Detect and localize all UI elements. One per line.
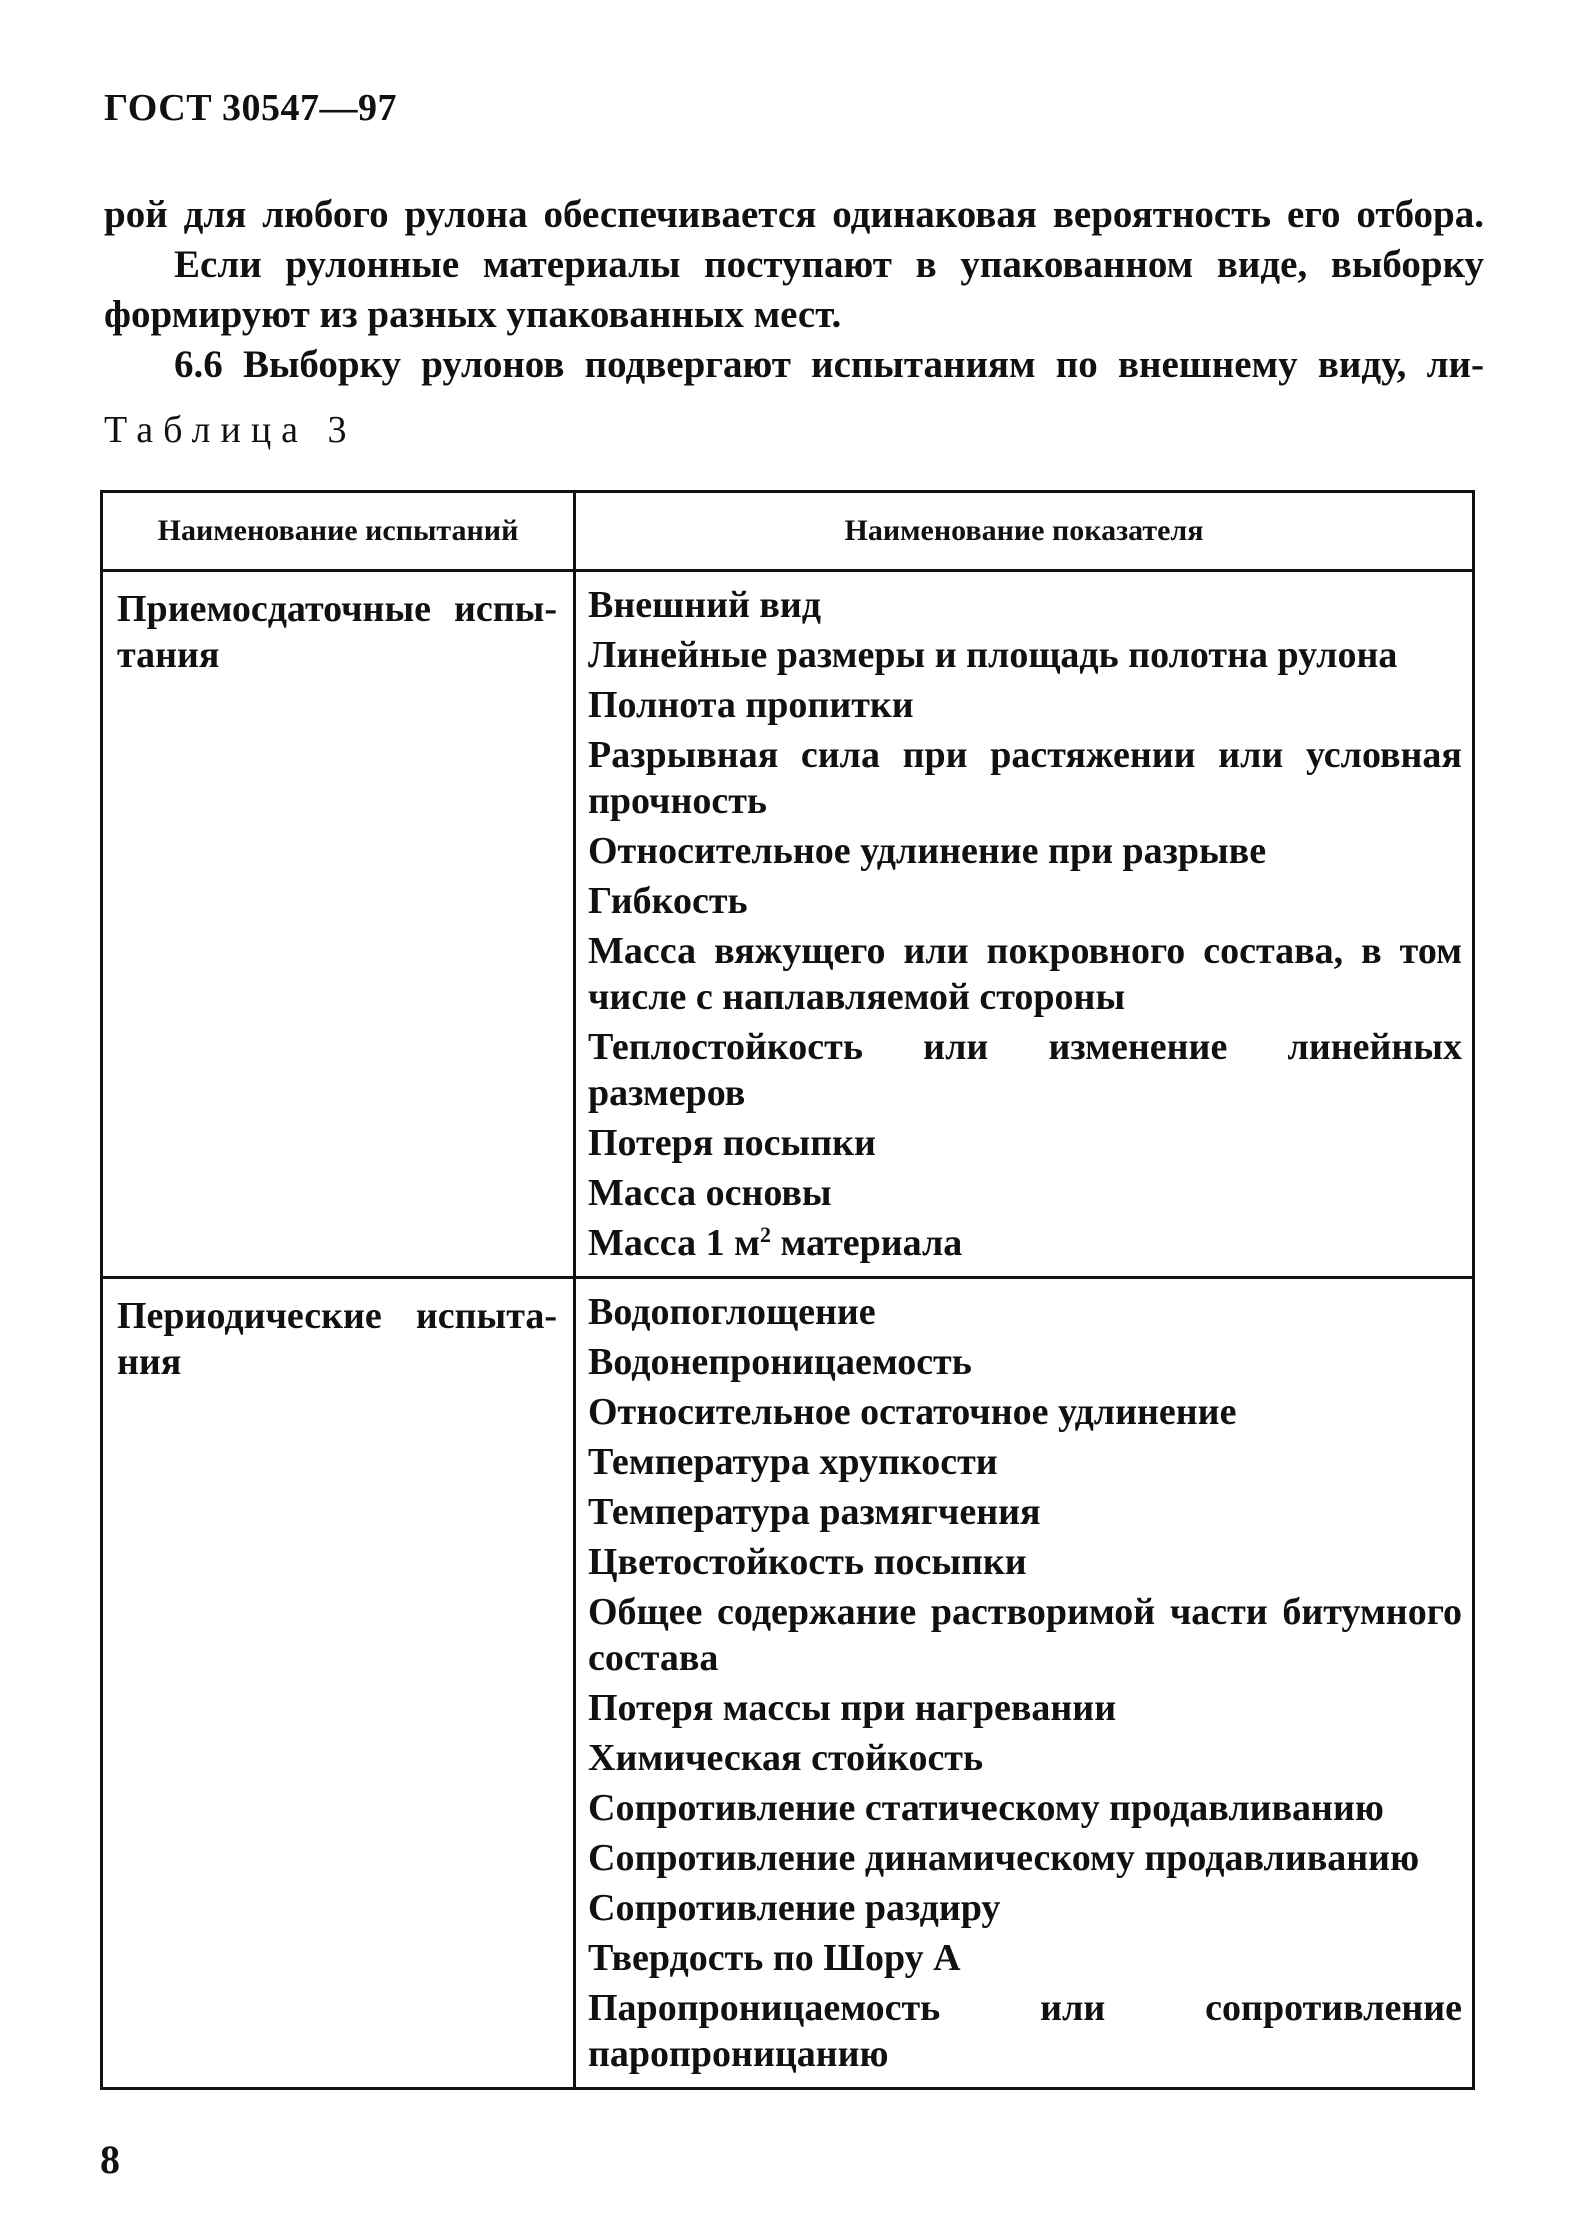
periodic-tests-label: [102, 1278, 575, 2089]
table-row-periodic-tests: [102, 1278, 1474, 2089]
indicator-item: Полнота пропитки: [588, 684, 914, 726]
indicator-item: Масса основы: [588, 1172, 832, 1214]
table-row-acceptance-tests: [102, 571, 1474, 1278]
table-header-row: [102, 492, 1474, 571]
header-test-name: Наименование испытаний: [102, 492, 575, 571]
paragraph-continuation: рой для любого рулона обеспечивается одинаковая вероятность его отбора.: [104, 193, 1484, 236]
indicator-item: Разрывная сила при растяжении или условная прочность: [588, 734, 1462, 822]
acceptance-tests-label: [102, 571, 575, 1278]
indicator-item: Цветостойкость посыпки: [588, 1541, 1027, 1583]
indicator-item: Водопоглощение: [588, 1291, 876, 1333]
paragraph-packaged-rolls: Если рулонные материалы поступают в упакованном виде, выборку формируют из разных упакованных мест.: [104, 243, 1484, 336]
periodic-label-line1: Периодические испыта-: [117, 1295, 557, 1337]
indicator-item: Температура хрупкости: [588, 1441, 998, 1483]
indicator-item: Теплостойкость или изменение линейных размеров: [588, 1026, 1462, 1114]
indicator-item: Температура размягчения: [588, 1491, 1041, 1533]
indicator-item: Твердость по Шору А: [588, 1937, 961, 1979]
indicator-item: Потеря массы при нагревании: [588, 1687, 1117, 1729]
acceptance-label-line2: тания: [117, 634, 220, 676]
header-indicator-name: Наименование показателя: [575, 492, 1474, 571]
indicator-item: Сопротивление динамическому продавливанию: [588, 1837, 1420, 1879]
page-number: 8: [100, 2137, 120, 2182]
square-superscript: 2: [759, 1222, 771, 1247]
tests-table: [100, 490, 1475, 2090]
indicator-item: Общее содержание растворимой части битумного состава: [588, 1591, 1462, 1679]
indicator-item: Потеря посыпки: [588, 1122, 876, 1164]
acceptance-label-line1: Приемосдаточные испы-: [117, 588, 557, 630]
indicator-item: Масса вяжущего или покровного состава, в том числе с наплавляемой стороны: [588, 930, 1462, 1018]
indicator-item-mass-per-sqm: [588, 1220, 1462, 1266]
indicator-item: Сопротивление статическому продавливанию: [588, 1787, 1384, 1829]
indicator-item: Паропроницаемость или сопротивление паропроницанию: [588, 1987, 1462, 2075]
indicator-item: Внешний вид: [588, 584, 822, 626]
paragraph-6-6: 6.6 Выборку рулонов подвергают испытаниям по внешнему виду, ли-: [174, 343, 1484, 386]
mass-per-sqm-suffix: материала: [770, 1222, 963, 1264]
indicator-item: Сопротивление раздиру: [588, 1887, 1001, 1929]
indicator-item: Гибкость: [588, 880, 748, 922]
indicator-item: Линейные размеры и площадь полотна рулона: [588, 634, 1398, 676]
mass-per-sqm-prefix: Масса 1 м: [588, 1222, 760, 1264]
body-text: [104, 190, 1484, 390]
document-code: ГОСТ 30547—97: [104, 87, 398, 129]
periodic-label-line2: ния: [117, 1341, 182, 1383]
acceptance-indicators: [575, 571, 1474, 1278]
indicator-item: Относительное остаточное удлинение: [588, 1391, 1237, 1433]
indicator-item: Водонепроницаемость: [588, 1341, 972, 1383]
indicator-item: Химическая стойкость: [588, 1737, 984, 1779]
indicator-item: Относительное удлинение при разрыве: [588, 830, 1267, 872]
periodic-indicators: [575, 1278, 1474, 2089]
table-caption: Таблица 3: [104, 409, 357, 451]
